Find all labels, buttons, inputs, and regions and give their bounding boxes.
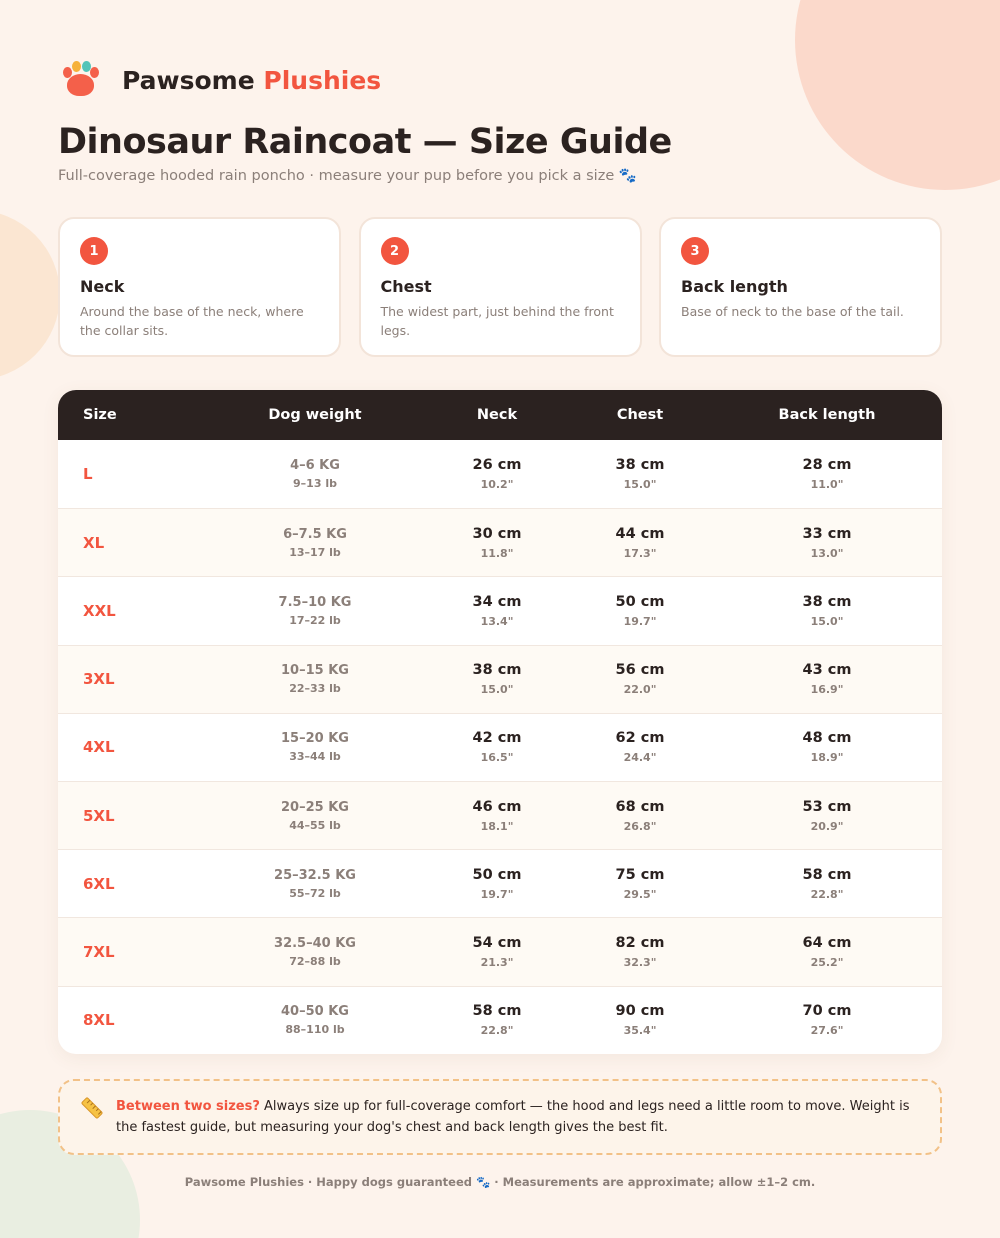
weight-cell bbox=[198, 714, 432, 781]
back-length-cell bbox=[752, 850, 902, 917]
table-body bbox=[58, 440, 942, 1054]
chest-in: 22.0" bbox=[623, 683, 657, 697]
size-label: 8XL bbox=[83, 1011, 115, 1030]
chest-cell bbox=[576, 440, 704, 508]
weight-lb: 72–88 lb bbox=[289, 954, 341, 968]
chest-cm: 44 cm bbox=[615, 525, 665, 542]
chest-cm: 75 cm bbox=[615, 866, 665, 883]
back-in: 20.9" bbox=[810, 819, 844, 833]
neck-cm: 38 cm bbox=[472, 662, 522, 679]
size-cell bbox=[83, 918, 115, 985]
tip-emphasis: Between two sizes? bbox=[116, 1099, 260, 1114]
chest-cm: 62 cm bbox=[615, 730, 665, 747]
neck-cell bbox=[432, 440, 562, 508]
size-cell bbox=[83, 714, 115, 781]
neck-cell bbox=[432, 714, 562, 781]
chest-in: 32.3" bbox=[623, 955, 657, 969]
neck-cm: 42 cm bbox=[472, 730, 522, 747]
weight-cell bbox=[198, 577, 432, 644]
table-row bbox=[58, 508, 942, 576]
card-title: Back length bbox=[681, 277, 788, 296]
step-number-badge: 3 bbox=[681, 237, 709, 265]
size-label: 3XL bbox=[83, 670, 115, 689]
chest-cm: 82 cm bbox=[615, 934, 665, 951]
weight-lb: 9–13 lb bbox=[293, 477, 337, 491]
chest-cm: 90 cm bbox=[615, 1003, 665, 1020]
chest-cell bbox=[576, 782, 704, 849]
back-in: 22.8" bbox=[810, 887, 844, 901]
chest-cm: 38 cm bbox=[615, 457, 665, 474]
size-cell bbox=[83, 509, 104, 576]
chest-cell bbox=[576, 987, 704, 1054]
weight-cell bbox=[198, 782, 432, 849]
back-cm: 64 cm bbox=[802, 934, 852, 951]
neck-in: 10.2" bbox=[480, 478, 514, 492]
tip-body: Always size up for full-coverage comfort — the hood and legs need a little room to move. Weight is the fastest guide, but measuring your dog's chest and back length gives the best fit. bbox=[116, 1099, 910, 1135]
brand-name bbox=[122, 66, 381, 95]
size-cell bbox=[83, 440, 93, 508]
weight-lb: 88–110 lb bbox=[285, 1023, 345, 1037]
back-in: 18.9" bbox=[810, 751, 844, 765]
chest-cm: 56 cm bbox=[615, 662, 665, 679]
table-row bbox=[58, 713, 942, 781]
footer-note: Pawsome Plushies · Happy dogs guaranteed 🐾 · Measurements are approximate; allow ±1–2 cm. bbox=[184, 1175, 816, 1189]
weight-lb: 33–44 lb bbox=[289, 750, 341, 764]
neck-cell bbox=[432, 850, 562, 917]
header-back-length: Back length bbox=[778, 407, 876, 423]
brand-header bbox=[58, 58, 381, 102]
measure-card-neck bbox=[58, 217, 341, 357]
table-row bbox=[58, 849, 942, 917]
tip-text bbox=[116, 1096, 920, 1138]
brand-name-part1: Pawsome bbox=[122, 65, 255, 95]
chest-in: 26.8" bbox=[623, 819, 657, 833]
card-title: Neck bbox=[80, 277, 125, 296]
measure-card-chest bbox=[359, 217, 642, 357]
chest-cell bbox=[576, 646, 704, 713]
neck-cell bbox=[432, 646, 562, 713]
card-title: Chest bbox=[380, 277, 432, 296]
table-row bbox=[58, 440, 942, 508]
chest-in: 35.4" bbox=[623, 1024, 657, 1038]
size-label: XXL bbox=[83, 601, 116, 620]
table-row bbox=[58, 645, 942, 713]
weight-cell bbox=[198, 850, 432, 917]
weight-cell bbox=[198, 646, 432, 713]
chest-cell bbox=[576, 714, 704, 781]
weight-kg: 6–7.5 KG bbox=[283, 526, 347, 542]
decorative-blob-top-right bbox=[795, 0, 1000, 190]
back-in: 27.6" bbox=[810, 1024, 844, 1038]
size-table bbox=[58, 390, 942, 1054]
back-cm: 48 cm bbox=[802, 730, 852, 747]
header-chest: Chest bbox=[616, 407, 664, 423]
neck-cm: 26 cm bbox=[472, 457, 522, 474]
neck-in: 13.4" bbox=[480, 614, 514, 628]
chest-in: 15.0" bbox=[623, 478, 657, 492]
card-description: Base of neck to the base of the tail. bbox=[681, 304, 904, 319]
back-cm: 58 cm bbox=[802, 866, 852, 883]
neck-cell bbox=[432, 577, 562, 644]
chest-cell bbox=[576, 577, 704, 644]
neck-cm: 34 cm bbox=[472, 593, 522, 610]
back-length-cell bbox=[752, 987, 902, 1054]
neck-in: 21.3" bbox=[480, 955, 514, 969]
step-number-badge: 2 bbox=[381, 237, 409, 265]
chest-in: 29.5" bbox=[623, 887, 657, 901]
back-length-cell bbox=[752, 646, 902, 713]
size-label: 6XL bbox=[83, 874, 115, 893]
neck-cm: 46 cm bbox=[472, 798, 522, 815]
table-row bbox=[58, 986, 942, 1054]
size-label: XL bbox=[83, 533, 105, 552]
measure-cards bbox=[58, 217, 942, 357]
decorative-blob-left bbox=[0, 210, 60, 380]
back-in: 16.9" bbox=[810, 683, 844, 697]
brand-name-part2: Plushies bbox=[263, 65, 382, 95]
neck-in: 18.1" bbox=[480, 819, 514, 833]
weight-kg: 10–15 KG bbox=[281, 663, 349, 679]
back-length-cell bbox=[752, 440, 902, 508]
size-label: 4XL bbox=[83, 738, 115, 757]
weight-kg: 4–6 KG bbox=[290, 458, 340, 474]
table-row bbox=[58, 917, 942, 985]
weight-kg: 25–32.5 KG bbox=[274, 867, 356, 883]
size-cell bbox=[83, 782, 115, 849]
weight-lb: 55–72 lb bbox=[289, 886, 341, 900]
back-length-cell bbox=[752, 509, 902, 576]
page-subtitle: Full-coverage hooded rain poncho · measure your pup before you pick a size 🐾 bbox=[58, 168, 637, 184]
weight-kg: 20–25 KG bbox=[281, 799, 349, 815]
back-length-cell bbox=[752, 918, 902, 985]
back-length-cell bbox=[752, 714, 902, 781]
size-cell bbox=[83, 577, 116, 644]
back-in: 11.0" bbox=[810, 478, 844, 492]
chest-in: 19.7" bbox=[623, 614, 657, 628]
neck-cm: 54 cm bbox=[472, 934, 522, 951]
weight-cell bbox=[198, 440, 432, 508]
weight-lb: 22–33 lb bbox=[289, 682, 341, 696]
weight-kg: 32.5–40 KG bbox=[274, 935, 356, 951]
paw-icon bbox=[58, 58, 102, 102]
weight-lb: 13–17 lb bbox=[289, 545, 341, 559]
measure-card-back-length bbox=[659, 217, 942, 357]
sizing-tip bbox=[58, 1079, 942, 1155]
header-neck: Neck bbox=[476, 407, 518, 423]
neck-in: 11.8" bbox=[480, 546, 514, 560]
neck-in: 15.0" bbox=[480, 683, 514, 697]
table-row bbox=[58, 576, 942, 644]
size-cell bbox=[83, 987, 115, 1054]
chest-in: 24.4" bbox=[623, 751, 657, 765]
back-cm: 70 cm bbox=[802, 1003, 852, 1020]
table-header bbox=[58, 390, 942, 440]
chest-cell bbox=[576, 918, 704, 985]
neck-in: 16.5" bbox=[480, 751, 514, 765]
back-in: 15.0" bbox=[810, 614, 844, 628]
back-cm: 38 cm bbox=[802, 593, 852, 610]
size-cell bbox=[83, 646, 115, 713]
neck-in: 22.8" bbox=[480, 1024, 514, 1038]
back-cm: 53 cm bbox=[802, 798, 852, 815]
chest-cell bbox=[576, 850, 704, 917]
weight-cell bbox=[198, 987, 432, 1054]
neck-cm: 30 cm bbox=[472, 525, 522, 542]
size-label: 5XL bbox=[83, 806, 115, 825]
card-description: The widest part, just behind the front legs. bbox=[380, 304, 614, 338]
header-dog-weight: Dog weight bbox=[268, 407, 362, 423]
size-cell bbox=[83, 850, 115, 917]
neck-cell bbox=[432, 782, 562, 849]
neck-cell bbox=[432, 987, 562, 1054]
weight-lb: 17–22 lb bbox=[289, 613, 341, 627]
header-size: Size bbox=[83, 407, 117, 423]
back-cm: 33 cm bbox=[802, 525, 852, 542]
back-cm: 43 cm bbox=[802, 662, 852, 679]
neck-cell bbox=[432, 509, 562, 576]
table-row bbox=[58, 781, 942, 849]
step-number-badge: 1 bbox=[80, 237, 108, 265]
weight-kg: 7.5–10 KG bbox=[278, 594, 352, 610]
card-description: Around the base of the neck, where the collar sits. bbox=[80, 304, 304, 338]
ruler-icon bbox=[80, 1096, 104, 1120]
back-in: 25.2" bbox=[810, 955, 844, 969]
weight-kg: 15–20 KG bbox=[281, 731, 349, 747]
back-length-cell bbox=[752, 577, 902, 644]
neck-cm: 50 cm bbox=[472, 866, 522, 883]
chest-cm: 50 cm bbox=[615, 593, 665, 610]
back-cm: 28 cm bbox=[802, 457, 852, 474]
weight-cell bbox=[198, 918, 432, 985]
neck-cm: 58 cm bbox=[472, 1003, 522, 1020]
page-title: Dinosaur Raincoat — Size Guide bbox=[58, 122, 672, 162]
neck-cell bbox=[432, 918, 562, 985]
chest-cell bbox=[576, 509, 704, 576]
back-in: 13.0" bbox=[810, 546, 844, 560]
size-label: L bbox=[83, 465, 93, 484]
size-label: 7XL bbox=[83, 942, 115, 961]
weight-kg: 40–50 KG bbox=[281, 1004, 349, 1020]
chest-in: 17.3" bbox=[623, 546, 657, 560]
back-length-cell bbox=[752, 782, 902, 849]
chest-cm: 68 cm bbox=[615, 798, 665, 815]
neck-in: 19.7" bbox=[480, 887, 514, 901]
weight-lb: 44–55 lb bbox=[289, 818, 341, 832]
weight-cell bbox=[198, 509, 432, 576]
